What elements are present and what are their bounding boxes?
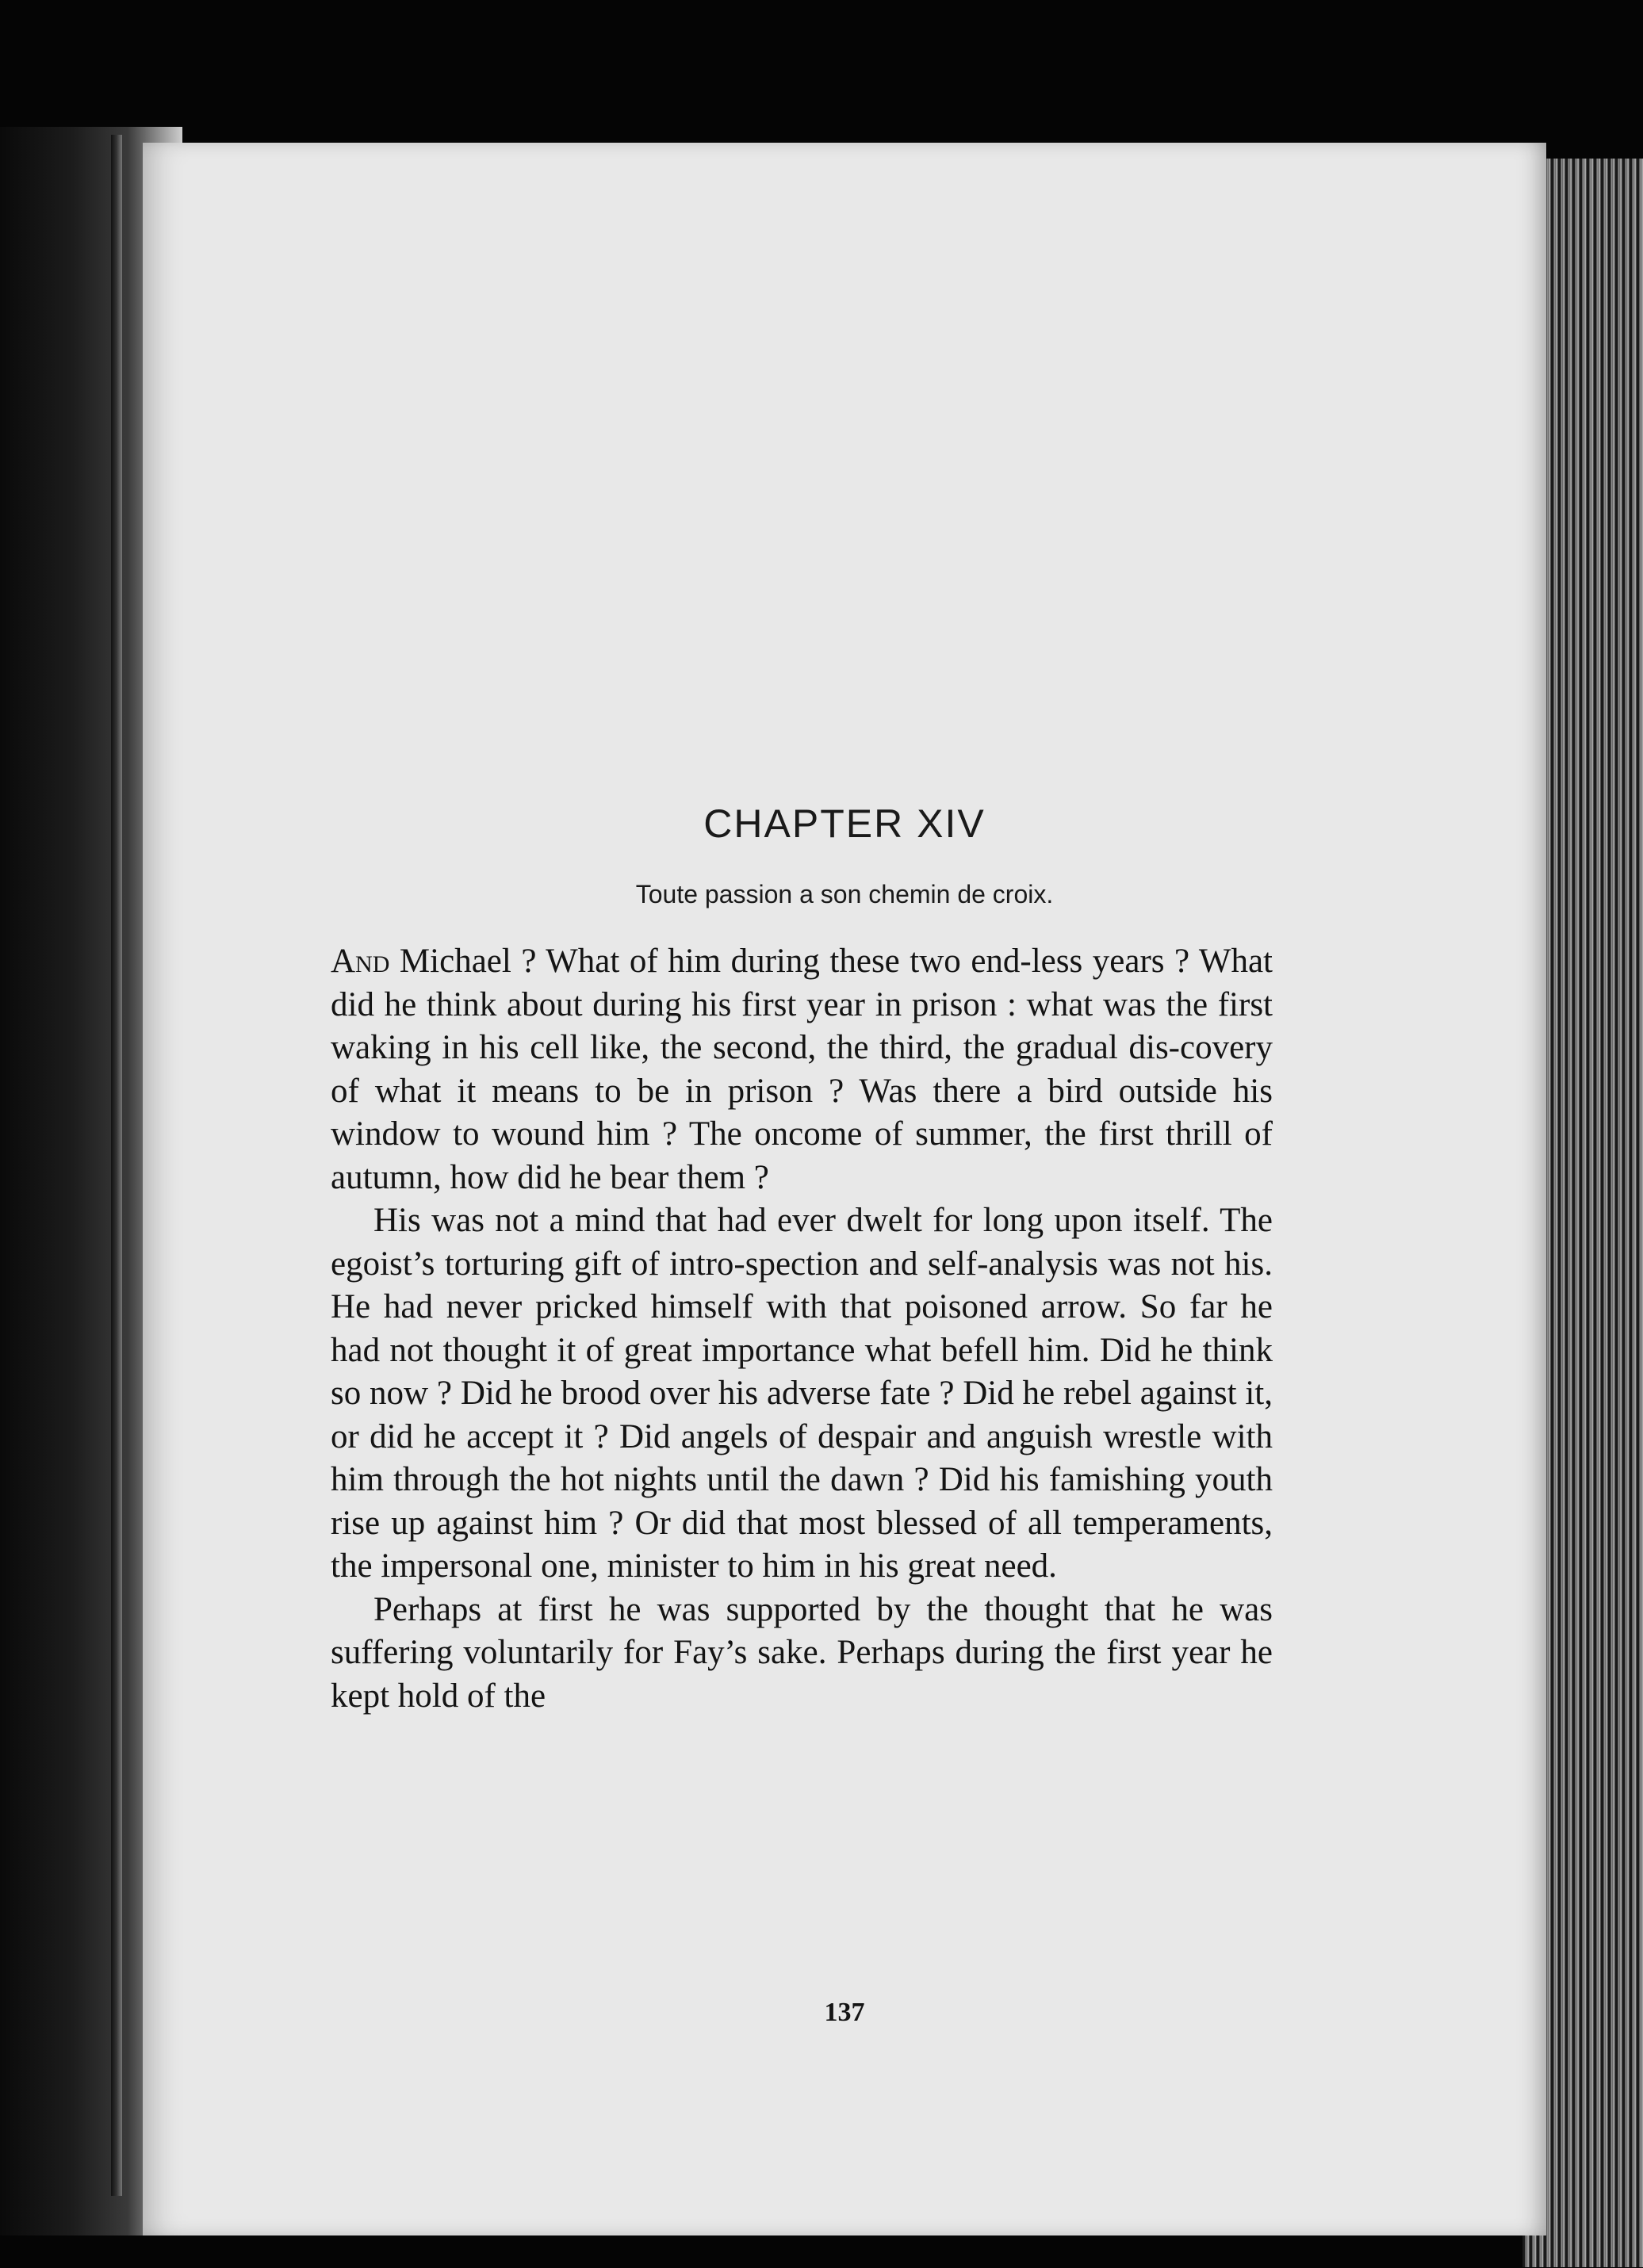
chapter-epigraph: Toute passion a son chemin de croix. — [635, 880, 1054, 908]
page-number: 137 — [824, 1998, 865, 2027]
left-page-edge — [111, 135, 122, 2196]
paragraph-2: His was not a mind that had ever dwelt for long upon itself. The egoist’s torturing gift of intro-spection and self-analysis was not his. He had never pricked himself with that poisoned arrow. So far he had not thought it of great importance what befell him. Did he think so now ? Did he brood over his adverse fate ? Did he rebel against it, or did he accept it ? Did angels of despair and anguish wrestle with him through the hot nights until the dawn ? Did his famishing youth rise up against him ? Or did that most blessed of all temperaments, the impersonal one, minister to him in his great need. — [331, 1202, 1273, 1585]
chapter-title: CHAPTER XIV — [703, 801, 986, 846]
book-page — [143, 143, 1546, 2235]
body-text — [331, 940, 1273, 1718]
opening-word: And — [331, 943, 390, 980]
paragraph-3: Perhaps at first he was supported by the thought that he was suffering voluntarily for Fay’s sake. Perhaps during the first year he kept hold of the — [331, 1590, 1273, 1715]
paragraph-1-text: Michael ? What of him during these two end-less years ? What did he think about during his first year in prison : what was the first waking in his cell like, the second, the third, the gradual dis-covery of what it means to be in prison ? Was there a bird outside his window to wound him ? The oncome of summer, the first thrill of autumn, how did he bear them ? — [331, 943, 1273, 1196]
paragraph-1 — [331, 940, 1273, 1199]
